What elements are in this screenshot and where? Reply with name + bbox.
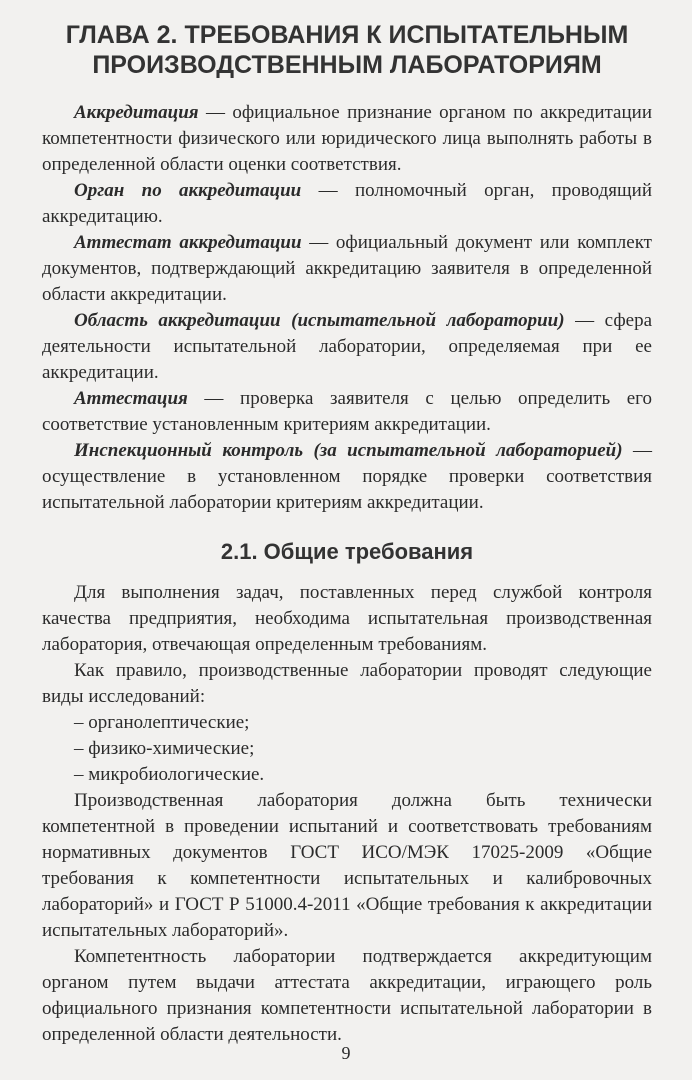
definition-term: Инспекционный контроль (за испытательной лабораторией) <box>74 440 623 461</box>
definition-text: — официальный документ или комплект документов, подтверждающий аккредитацию заявителя в определенной области аккредитации. <box>42 232 652 305</box>
definition-accreditation-body <box>42 178 652 230</box>
definition-term: Область аккредитации (испытательной лаборатории) <box>74 310 565 331</box>
page-number: 9 <box>341 1043 351 1063</box>
definition-accreditation-certificate <box>42 230 652 308</box>
section-paragraph-1: Для выполнения задач, поставленных перед службой контроля качества предприятия, необходима испытательная производственная лаборатория, отвечающая определенным требованиям. <box>42 582 652 655</box>
research-types-list <box>42 710 652 788</box>
definition-term: Аккредитация <box>74 102 199 123</box>
section-title: 2.1. Общие требования <box>220 539 474 564</box>
list-item: – физико-химические; <box>74 736 652 762</box>
section-paragraph-3: Производственная лаборатория должна быть технически компетентной в проведении испытаний и соответствовать требованиям нормативных документов ГОСТ ИСО/МЭК 17025-2009 «Общие требования к компетентности испытательных и калибровочных лабораторий» и ГОСТ Р 51000.4-2011 «Общие требования к аккредитации испытательных лабораторий». <box>42 790 652 941</box>
definitions-block <box>42 100 652 516</box>
definition-text: — сфера деятельности испытательной лаборатории, определяемая при ее аккредитации. <box>42 310 653 383</box>
list-item: – микробиологические. <box>74 762 652 788</box>
definition-attestation <box>42 386 652 438</box>
chapter-title <box>42 20 652 80</box>
section-paragraph-2: Как правило, производственные лаборатории проводят следующие виды исследований: <box>42 660 652 707</box>
definition-text: — официальное признание органом по аккредитации компетентности физического или юридического лица выполнять работы в определенной области оценки соответствия. <box>42 102 652 175</box>
chapter-title-line-1: ГЛАВА 2. ТРЕБОВАНИЯ К ИСПЫТАТЕЛЬНЫМ <box>65 21 629 49</box>
definition-text: — осуществление в установленном порядке проверки соответствия испытательной лаборатории критериям аккредитации. <box>42 440 653 513</box>
chapter-title-line-2: ПРОИЗВОДСТВЕННЫМ ЛАБОРАТОРИЯМ <box>92 51 602 79</box>
definition-accreditation <box>42 100 652 178</box>
section-paragraph-4: Компетентность лаборатории подтверждается аккредитующим органом путем выдачи аттестата аккредитации, играющего роль официального признания компетентности испытательной лаборатории в определенной области деятельности. <box>42 946 652 1045</box>
definition-term: Аттестация <box>74 388 188 409</box>
definition-inspection-control <box>42 438 652 516</box>
definition-text: — полномочный орган, проводящий аккредитацию. <box>42 180 653 227</box>
definition-term: Орган по аккредитации <box>74 180 302 201</box>
definition-text: — проверка заявителя с целью определить его соответствие установленным критериям аккредитации. <box>42 388 652 435</box>
definition-term: Аттестат аккредитации <box>74 232 302 253</box>
list-item: – органолептические; <box>74 710 652 736</box>
definition-accreditation-scope <box>42 308 652 386</box>
